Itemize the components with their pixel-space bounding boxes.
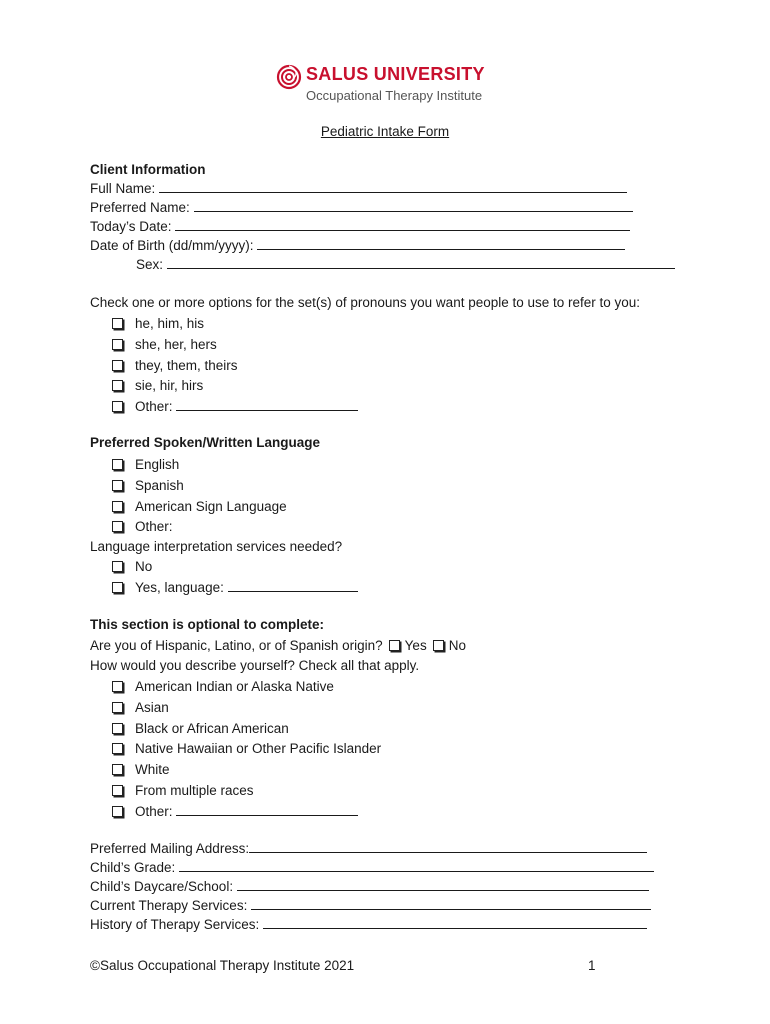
race-option	[112, 761, 170, 778]
todays-date-label: Today’s Date:	[90, 219, 172, 234]
checkbox[interactable]	[112, 401, 123, 412]
university-name: SALUS UNIVERSITY	[306, 64, 485, 84]
history-therapy-label: History of Therapy Services:	[90, 917, 260, 932]
current-therapy-label: Current Therapy Services:	[90, 898, 248, 913]
childs-school-label: Child’s Daycare/School:	[90, 879, 234, 894]
language-option-label: English	[135, 457, 180, 472]
pronoun-option-label: they, them, theirs	[135, 358, 238, 373]
childs-grade-label: Child’s Grade:	[90, 860, 176, 875]
checkbox[interactable]	[112, 561, 123, 572]
race-option	[112, 699, 169, 716]
history-therapy-field[interactable]	[263, 916, 647, 929]
language-option	[112, 518, 173, 535]
hispanic-yes-label: Yes	[404, 638, 427, 653]
checkbox[interactable]	[112, 582, 123, 593]
preferred-name-field[interactable]	[194, 199, 633, 212]
dob-label: Date of Birth (dd/mm/yyyy):	[90, 238, 254, 253]
interpretation-option-label: Yes, language:	[135, 580, 224, 595]
race-other-field[interactable]	[176, 803, 358, 816]
preferred-name-label: Preferred Name:	[90, 200, 190, 215]
childs-school-field[interactable]	[237, 878, 649, 891]
checkbox[interactable]	[112, 380, 123, 391]
hispanic-question-row	[90, 637, 466, 654]
optional-heading: This section is optional to complete:	[90, 617, 325, 632]
race-option	[112, 678, 334, 695]
institute-name: Occupational Therapy Institute	[306, 88, 483, 103]
checkbox[interactable]	[112, 521, 123, 532]
pronoun-option-other	[112, 398, 358, 415]
language-option	[112, 477, 184, 494]
childs-grade-row	[90, 859, 654, 876]
salus-spiral-logo-icon	[276, 64, 302, 90]
race-option-label: American Indian or Alaska Native	[135, 679, 334, 694]
hispanic-question: Are you of Hispanic, Latino, or of Spanish origin?	[90, 638, 383, 653]
full-name-label: Full Name:	[90, 181, 156, 196]
current-therapy-row	[90, 897, 651, 914]
pronoun-option-label: he, him, his	[135, 316, 205, 331]
race-option-other	[112, 803, 358, 820]
checkbox[interactable]	[112, 806, 123, 817]
checkbox[interactable]	[112, 318, 123, 329]
sex-row	[136, 256, 675, 273]
checkbox[interactable]	[112, 480, 123, 491]
full-name-row	[90, 180, 627, 197]
pronoun-option	[112, 357, 238, 374]
language-option-label: American Sign Language	[135, 499, 287, 514]
interpretation-language-field[interactable]	[228, 579, 358, 592]
footer-copyright: ©Salus Occupational Therapy Institute 2021	[90, 958, 355, 973]
checkbox[interactable]	[112, 764, 123, 775]
checkbox[interactable]	[112, 339, 123, 350]
checkbox[interactable]	[112, 459, 123, 470]
language-option-label: Spanish	[135, 478, 184, 493]
checkbox[interactable]	[433, 640, 444, 651]
mailing-address-row	[90, 840, 647, 857]
race-option	[112, 782, 254, 799]
childs-grade-field[interactable]	[179, 859, 654, 872]
checkbox[interactable]	[112, 501, 123, 512]
interpretation-option	[112, 558, 152, 575]
childs-school-row	[90, 878, 649, 895]
page-number: 1	[588, 958, 596, 973]
pronoun-option	[112, 336, 217, 353]
hispanic-no-label: No	[448, 638, 466, 653]
todays-date-field[interactable]	[175, 218, 630, 231]
checkbox[interactable]	[112, 723, 123, 734]
todays-date-row	[90, 218, 630, 235]
checkbox[interactable]	[112, 681, 123, 692]
race-option-label: Asian	[135, 700, 169, 715]
pronoun-option-label: she, her, hers	[135, 337, 217, 352]
language-heading: Preferred Spoken/Written Language	[90, 435, 321, 450]
race-option-label: White	[135, 762, 170, 777]
dob-row	[90, 237, 625, 254]
race-option	[112, 720, 289, 737]
race-option-label: Other:	[135, 804, 173, 819]
language-option	[112, 456, 179, 473]
history-therapy-row	[90, 916, 647, 933]
salus-logo	[276, 60, 506, 106]
sex-label: Sex:	[136, 257, 164, 272]
form-title: Pediatric Intake Form	[320, 124, 450, 139]
checkbox[interactable]	[112, 702, 123, 713]
mailing-address-label: Preferred Mailing Address:	[90, 841, 250, 856]
pronoun-option	[112, 377, 203, 394]
client-info-heading: Client Information	[90, 162, 206, 177]
checkbox[interactable]	[389, 640, 400, 651]
checkbox[interactable]	[112, 785, 123, 796]
pronoun-option	[112, 315, 204, 332]
pronoun-other-field[interactable]	[176, 398, 358, 411]
race-option-label: From multiple races	[135, 783, 254, 798]
language-option	[112, 498, 287, 515]
sex-field[interactable]	[167, 256, 675, 269]
current-therapy-field[interactable]	[251, 897, 651, 910]
preferred-name-row	[90, 199, 633, 216]
checkbox[interactable]	[112, 743, 123, 754]
checkbox[interactable]	[112, 360, 123, 371]
pronoun-option-label: Other:	[135, 399, 173, 414]
race-option-label: Native Hawaiian or Other Pacific Islander	[135, 741, 382, 756]
race-option	[112, 740, 381, 757]
race-prompt: How would you describe yourself? Check all that apply.	[90, 658, 420, 673]
interpretation-prompt: Language interpretation services needed?	[90, 539, 343, 554]
pronoun-option-label: sie, hir, hirs	[135, 378, 204, 393]
interpretation-option	[112, 579, 358, 596]
mailing-address-field[interactable]	[249, 840, 647, 853]
dob-field[interactable]	[257, 237, 625, 250]
interpretation-option-label: No	[135, 559, 153, 574]
language-option-label: Other:	[135, 519, 173, 534]
race-option-label: Black or African American	[135, 721, 289, 736]
pronouns-prompt: Check one or more options for the set(s) of pronouns you want people to use to refer to you:	[90, 295, 641, 310]
full-name-field[interactable]	[159, 180, 627, 193]
